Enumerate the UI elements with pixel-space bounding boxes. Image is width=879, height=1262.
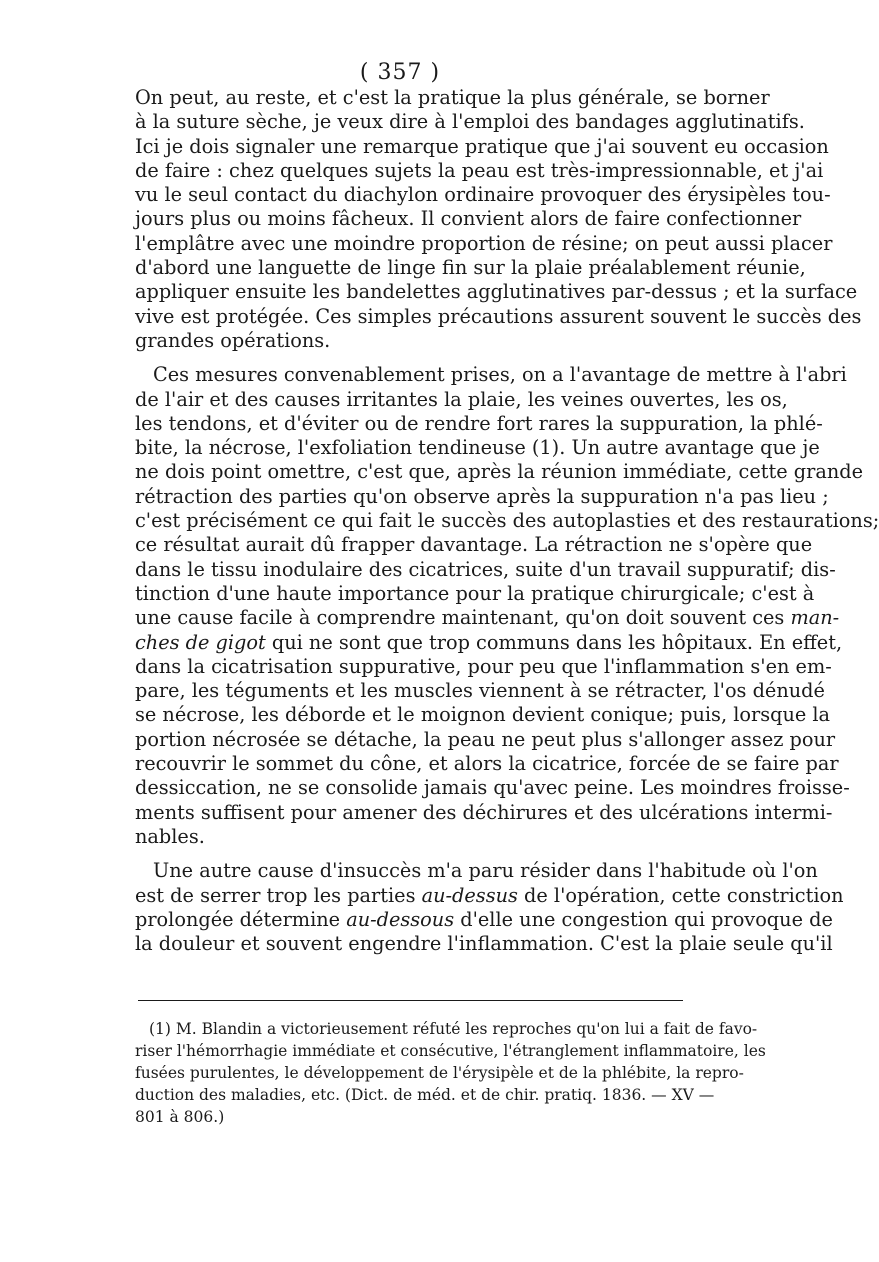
- footnote-line: riser l'hémorrhagie immédiate et consécutive, l'étranglement inflammatoire, les: [135, 1042, 766, 1060]
- text-line: Une autre cause d'insuccès m'a paru résider dans l'habitude où l'on: [153, 859, 818, 883]
- text-line: est de serrer trop les parties au-dessus de l'opération, cette constriction: [135, 883, 844, 907]
- text-line: tinction d'une haute importance pour la pratique chirurgicale; c'est à: [135, 581, 815, 605]
- text-line: dans la cicatrisation suppurative, pour peu que l'inflammation s'en em-: [135, 654, 832, 678]
- text-line: bite, la nécrose, l'exfoliation tendineuse (1). Un autre avantage que je: [135, 436, 820, 460]
- page-number: ( 357 ): [359, 60, 441, 85]
- text-line: ches de gigot qui ne sont que trop communs dans les hôpitaux. En effet,: [135, 630, 843, 654]
- text-line: Ici je dois signaler une remarque pratique que j'ai souvent eu occasion: [135, 134, 829, 158]
- text-line: dessiccation, ne se consolide jamais qu'avec peine. Les moindres froisse-: [135, 776, 850, 800]
- footnote-divider: [138, 1000, 683, 1001]
- text-line: de l'air et des causes irritantes la plaie, les veines ouvertes, les os,: [135, 387, 788, 411]
- text-line: portion nécrosée se détache, la peau ne peut plus s'allonger assez pour: [135, 727, 836, 751]
- text-line: jours plus ou moins fâcheux. Il convient alors de faire confectionner: [135, 207, 802, 231]
- footnote-line: 801 à 806.): [135, 1108, 225, 1126]
- text-line: Ces mesures convenablement prises, on a l'avantage de mettre à l'abri: [153, 363, 847, 387]
- text-line: ments suffisent pour amener des déchirures et des ulcérations intermi-: [135, 800, 833, 824]
- text-line: recouvrir le sommet du cône, et alors la cicatrice, forcée de se faire par: [135, 752, 839, 776]
- text-line: à la suture sèche, je veux dire à l'emploi des bandages agglutinatifs.: [135, 110, 805, 134]
- text-line: dans le tissu inodulaire des cicatrices, suite d'un travail suppuratif; dis-: [135, 557, 836, 581]
- footnote-line: duction des maladies, etc. (Dict. de méd. et de chir. pratiq. 1836. — XV —: [135, 1086, 715, 1104]
- text-line: de faire : chez quelques sujets la peau est très-impressionnable, et j'ai: [135, 158, 824, 182]
- text-line: vu le seul contact du diachylon ordinaire provoquer des érysipèles tou-: [135, 183, 831, 207]
- text-line: l'emplâtre avec une moindre proportion de résine; on peut aussi placer: [135, 231, 833, 255]
- text-line: une cause facile à comprendre maintenant, qu'on doit souvent ces man-: [135, 606, 840, 630]
- text-line: se nécrose, les déborde et le moignon devient conique; puis, lorsque la: [135, 703, 831, 727]
- text-line: d'abord une languette de linge fin sur la plaie préalablement réunie,: [135, 256, 806, 280]
- text-line: ce résultat aurait dû frapper davantage. La rétraction ne s'opère que: [135, 533, 813, 557]
- body-text: [135, 86, 879, 956]
- text-line: rétraction des parties qu'on observe après la suppuration n'a pas lieu ;: [135, 484, 829, 508]
- text-line: les tendons, et d'éviter ou de rendre fort rares la suppuration, la phlé-: [135, 411, 823, 435]
- text-line: prolongée détermine au-dessous d'elle une congestion qui provoque de: [135, 907, 833, 931]
- text-line: grandes opérations.: [135, 328, 331, 352]
- text-line: ne dois point omettre, c'est que, après la réunion immédiate, cette grande: [135, 460, 864, 484]
- text-line: appliquer ensuite les bandelettes agglutinatives par-dessus ; et la surface: [135, 280, 858, 304]
- footnote-line: (1) M. Blandin a victorieusement réfuté les reproches qu'on lui a fait de favo-: [149, 1020, 758, 1038]
- footnote: [135, 1018, 766, 1128]
- text-line: pare, les téguments et les muscles viennent à se rétracter, l'os dénudé: [135, 679, 825, 703]
- text-line: la douleur et souvent engendre l'inflammation. C'est la plaie seule qu'il: [135, 932, 833, 956]
- text-line: On peut, au reste, et c'est la pratique la plus générale, se borner: [135, 86, 770, 109]
- text-line: c'est précisément ce qui fait le succès des autoplasties et des restaurations;: [135, 509, 879, 533]
- footnote-line: fusées purulentes, le développement de l'érysipèle et de la phlébite, la repro-: [135, 1064, 744, 1082]
- text-line: nables.: [135, 824, 205, 848]
- text-line: vive est protégée. Ces simples précautions assurent souvent le succès des: [135, 304, 862, 328]
